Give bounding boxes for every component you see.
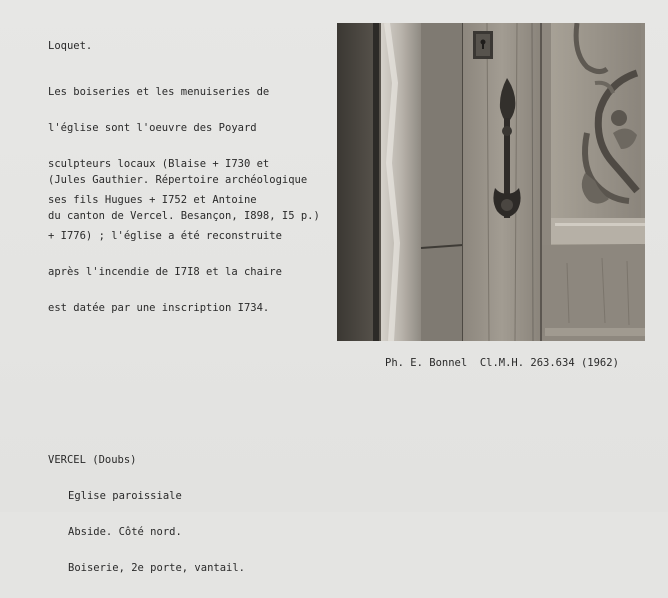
reference-line: (Jules Gauthier. Répertoire archéologique	[48, 174, 308, 186]
location-block	[48, 430, 245, 598]
description-line: l'église sont l'oeuvre des Poyard	[48, 122, 257, 134]
description-line: Les boiseries et les menuiseries de	[48, 86, 270, 98]
description-line: ses fils Hugues + I752 et Antoine	[48, 194, 257, 206]
location-place: VERCEL (Doubs)	[48, 454, 137, 466]
location-object: Boiserie, 2e porte, vantail.	[68, 562, 246, 574]
description-line: + I776) ; l'église a été reconstruite	[48, 230, 282, 242]
description-line: après l'incendie de I7I8 et la chaire	[48, 266, 282, 278]
location-part: Abside. Côté nord.	[68, 526, 182, 538]
description-line: est datée par une inscription I734.	[48, 302, 270, 314]
description-line: sculpteurs locaux (Blaise + I730 et	[48, 158, 270, 170]
photograph-latch-door	[337, 23, 645, 341]
photograph	[337, 23, 645, 341]
photo-credit: Ph. E. Bonnel Cl.M.H. 263.634 (1962)	[385, 357, 619, 369]
card-title: Loquet.	[48, 40, 93, 52]
location-building: Eglise paroissiale	[68, 490, 182, 502]
bibliographic-reference	[48, 150, 320, 246]
reference-line: du canton de Vercel. Besançon, I898, I5 p.)	[48, 210, 320, 222]
